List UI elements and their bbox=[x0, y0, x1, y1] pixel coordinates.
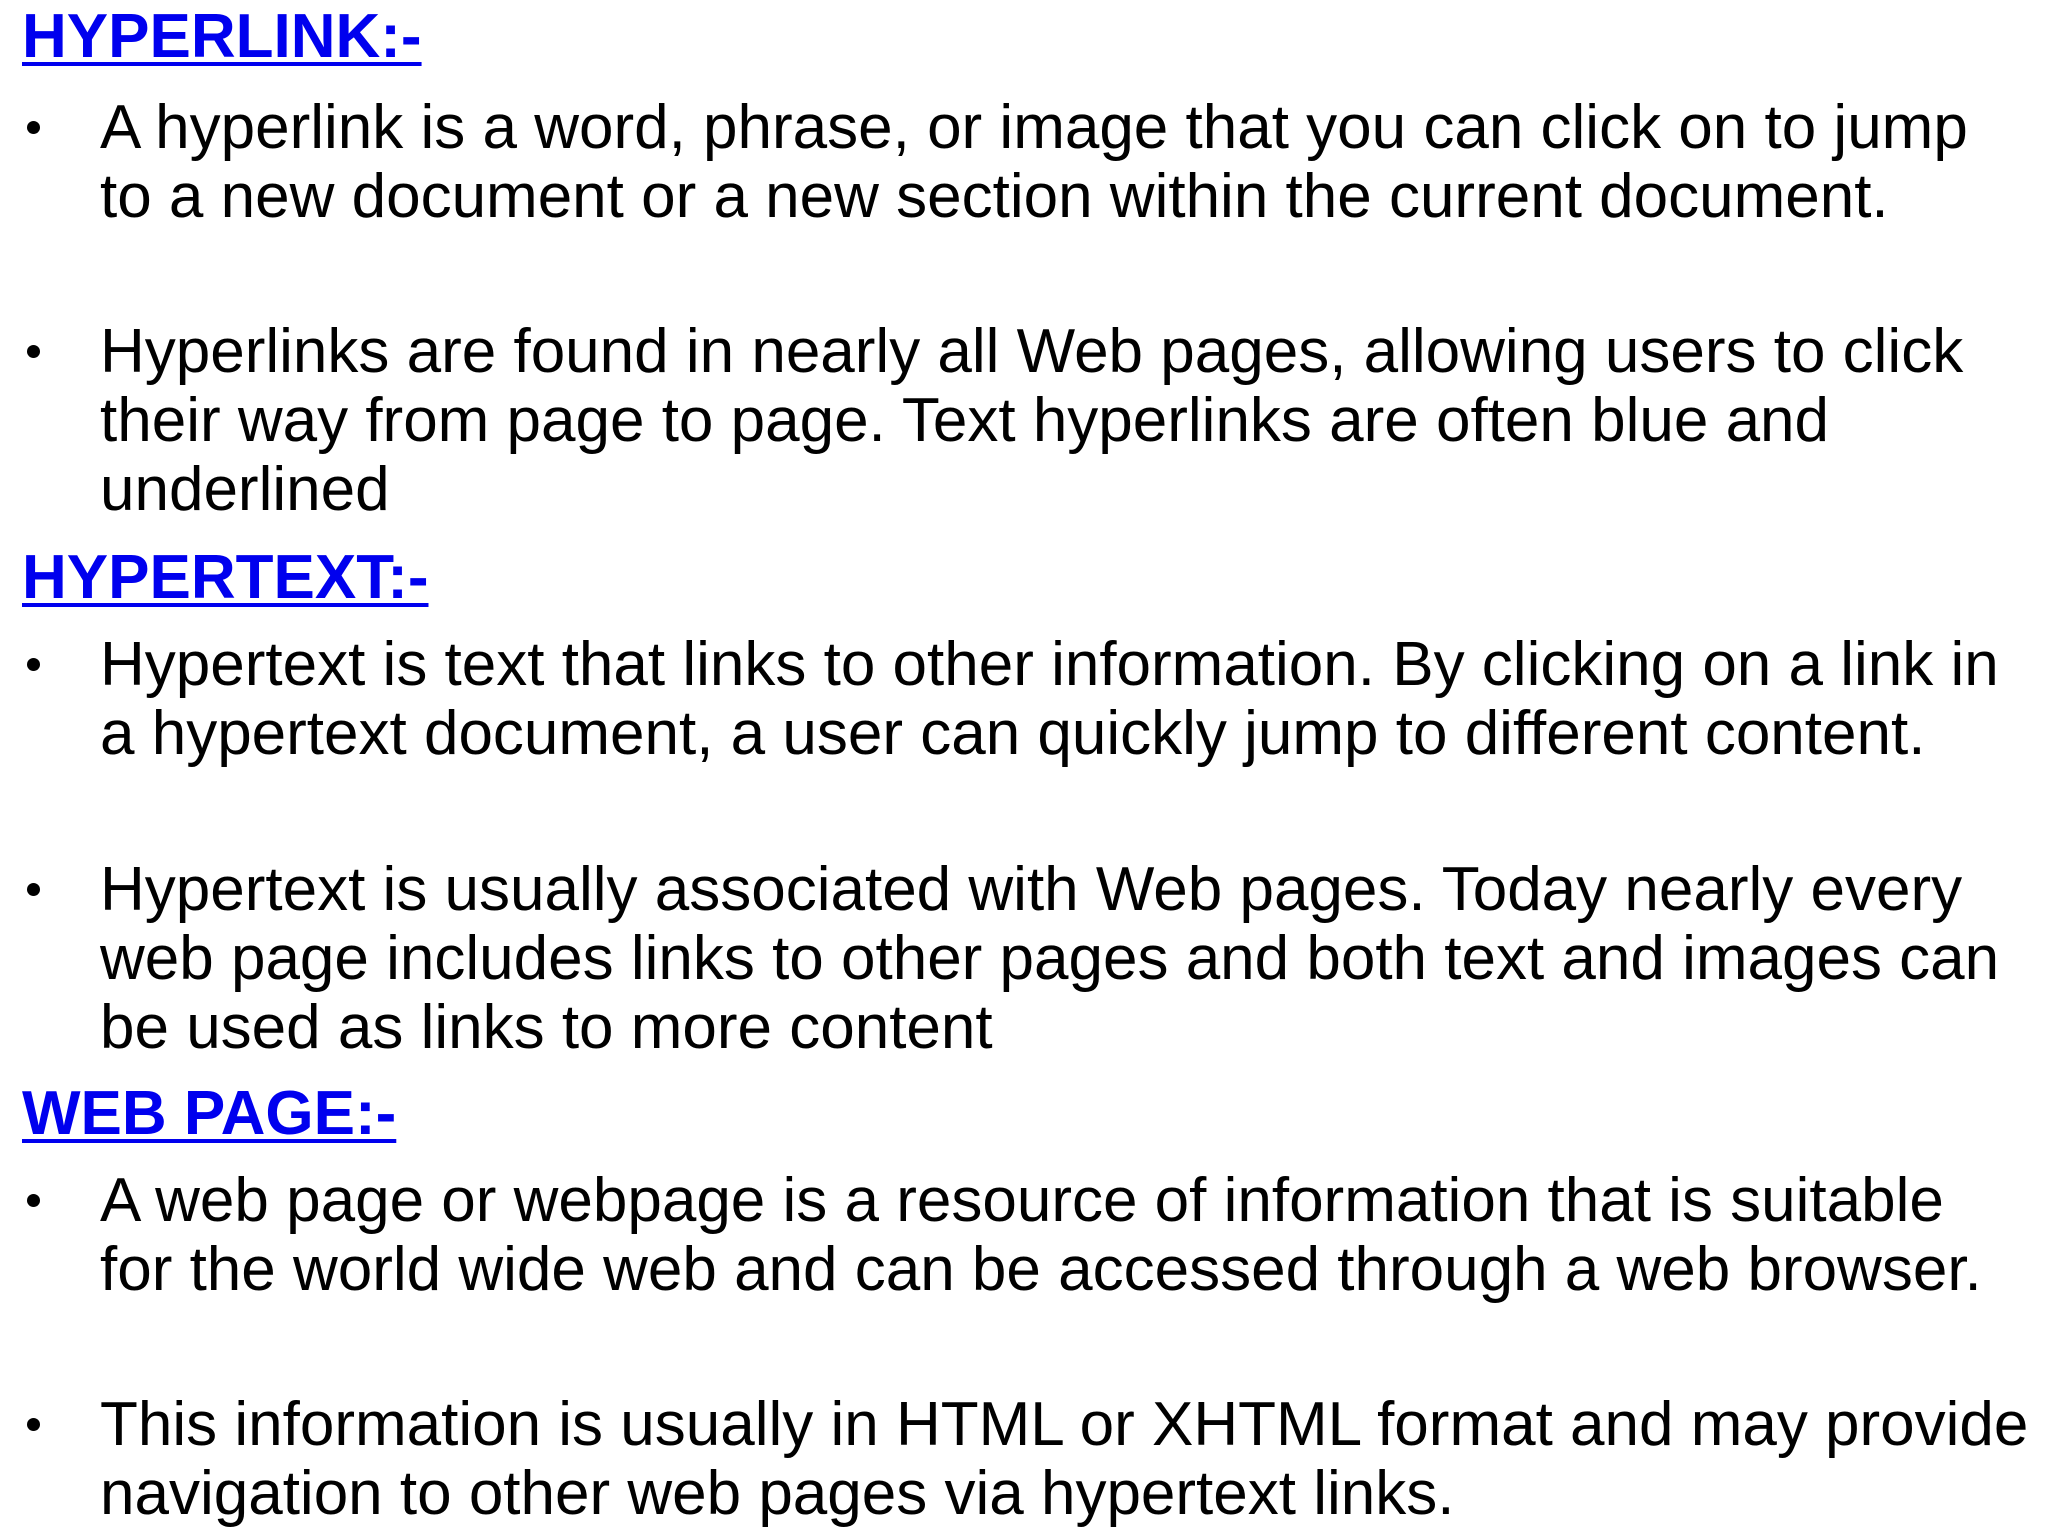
bullet-text: A web page or webpage is a resource of information that is suitable for the world wide web and can be accessed through a web browser. bbox=[100, 1166, 1982, 1304]
bullet-dot-icon bbox=[27, 121, 40, 134]
bullet-dot-icon bbox=[27, 345, 40, 358]
bullet-dot-icon bbox=[27, 883, 40, 896]
bullet-dot-icon bbox=[27, 658, 40, 671]
section-heading-hyperlink[interactable]: HYPERLINK:- bbox=[22, 2, 422, 71]
bullet-dot-icon bbox=[27, 1194, 40, 1207]
section-heading-web-page[interactable]: WEB PAGE:- bbox=[22, 1079, 397, 1148]
bullet-text: This information is usually in HTML or XHTML format and may provide navigation to other web pages via hypertext links. bbox=[100, 1390, 2029, 1528]
bullet-text: Hypertext is text that links to other information. By clicking on a link in a hypertext document, a user can quickly jump to different content. bbox=[100, 630, 1999, 768]
bullet-text: Hypertext is usually associated with Web pages. Today nearly every web page includes links to other pages and both text and images can be used as links to more content bbox=[100, 855, 2000, 1062]
bullet-text: Hyperlinks are found in nearly all Web pages, allowing users to click their way from page to page. Text hyperlinks are often blue and underlined bbox=[100, 317, 1964, 524]
bullet-dot-icon bbox=[27, 1418, 40, 1431]
section-heading-hypertext[interactable]: HYPERTEXT:- bbox=[22, 543, 429, 612]
bullet-text: A hyperlink is a word, phrase, or image that you can click on to jump to a new document or a new section within the current document. bbox=[100, 93, 1968, 231]
